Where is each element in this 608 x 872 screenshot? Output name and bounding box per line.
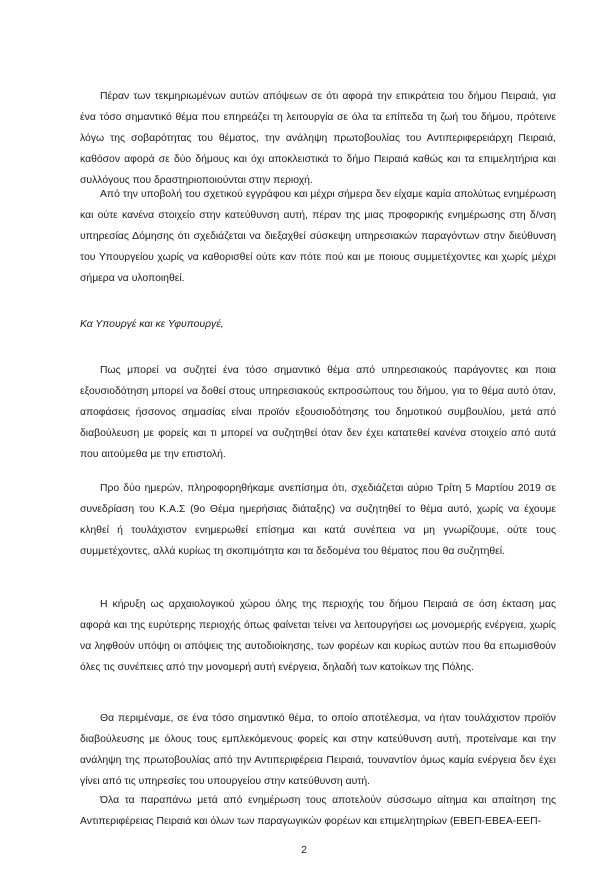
paragraph-3: Πως μπορεί να συζητεί ένα τόσο σημαντικό θέμα από υπηρεσιακούς παράγοντες και ποια εξουσιοδότηση μπορεί να δοθεί στους υπηρεσιακούς εκπροσώπους του δήμου, για το θέμα αυτό όταν, αποφάσεις ήσσονος σημασίας είναι προϊόν εξουσιοδότησης του δημοτικού συμβουλίου, μετά από διαβούλευση με φορείς και τι μπορεί να συζητηθεί όταν δεν έχει κατατεθεί κανένα στοιχείο από αυτά που αιτούμεθα με την επιστολή. <box>80 365 556 460</box>
paragraph-6: Θα περιμέναμε, σε ένα τόσο σημαντικό θέμα, το οποίο αποτέλεσμα, να ήταν τουλάχιστον προϊόν διαβούλευσης με όλους τους εμπλεκόμενους φορείς και στην κατεύθυνση αυτή, προτείναμε και την ανάληψη της πρωτοβουλίας από την Αντιπεριφέρεια Πειραιά, τουναντίον όμως καμία ενέργεια δεν έχει γίνει από τις υπηρεσίες του υπουργείου στην κατεύθυνση αυτή. <box>80 713 556 787</box>
paragraph-7: Όλα τα παραπάνω μετά από ενημέρωση τους αποτελούν σύσσωμο αίτημα και απαίτηση της Αντιπεριφέρειας Πειραιά και όλων των παραγωγικών φορέων και επιμελητηρίων (ΕΒΕΠ-ΕΒΕΑ-ΕΕΠ- <box>80 795 556 827</box>
salutation: Κα Υπουργέ και κε Υφυπουργέ, <box>80 319 224 330</box>
paragraph-5: Η κήρυξη ως αρχαιολογικού χώρου όλης της περιοχής του δήμου Πειραιά σε όση έκταση μας αφορά και της ευρύτερης περιοχής όπως φαίνεται τείνει να λειτουργήσει ως μονομερής ενέργεια, χωρίς να ληφθούν υπόψη οι απόψεις της αυτοδιοίκησης, των φορέων και κυρίως αυτών που θα επωμισθούν όλες τις συνέπειες από την μονομερή αυτή ενέργεια, δηλαδή των κατοίκων της Πόλης. <box>80 599 556 673</box>
paragraph-2: Από την υποβολή του σχετικού εγγράφου και μέχρι σήμερα δεν είχαμε καμία απολύτως ενημέρωση και ούτε κανένα στοιχείο στην κατεύθυνση αυτή, πέραν της μιας προφορικής ενημέρωσης στη δ/νση υπηρεσίας Δόμησης ότι σχεδιάζεται να διεξαχθεί σύσκεψη υπηρεσιακών παραγόντων στην διεύθυνση του Υπουργείου χωρίς να καθορισθεί ούτε καν πότε πού και με ποιους συμμετέχοντες και χωρίς μέχρι σήμερα να υλοποιηθεί. <box>80 189 556 284</box>
page-number: 2 <box>301 844 307 856</box>
paragraph-1: Πέραν των τεκμηριωμένων αυτών απόψεων σε ότι αφορά την επικράτεια του δήμου Πειραιά, για ένα τόσο σημαντικό θέμα που επηρεάζει τη λειτουργία σε όλα τα επίπεδα τη ζωή του δήμου, πρότεινε λόγω της σοβαρότητας του θέματος, την ανάληψη πρωτοβουλίας του Αντιπεριφερειάρχη Πειραιά, καθόσον αφορά σε δύο δήμους και όχι αποκλειστικά το δήμο Πειραιά καθώς και τα επιμελητήρια και συλλόγους που δραστηριοποιούνται στην περιοχή. <box>80 91 556 186</box>
paragraph-4: Προ δύο ημερών, πληροφορηθήκαμε ανεπίσημα ότι, σχεδιάζεται αύριο Τρίτη 5 Μαρτίου 2019 σε συνεδρίαση του Κ.Α.Σ (9ο Θέμα ημερήσιας διάταξης) να συζητηθεί το θέμα αυτό, χωρίς να έχουμε κληθεί ή τουλάχιστον ενημερωθεί επίσημα και κατά συνέπεια να μη γνωρίζουμε, ούτε τους συμμετέχοντες, αλλά κυρίως τη σκοπιμότητα και τα δεδομένα του θέματος που θα συζητηθεί. <box>80 483 556 557</box>
